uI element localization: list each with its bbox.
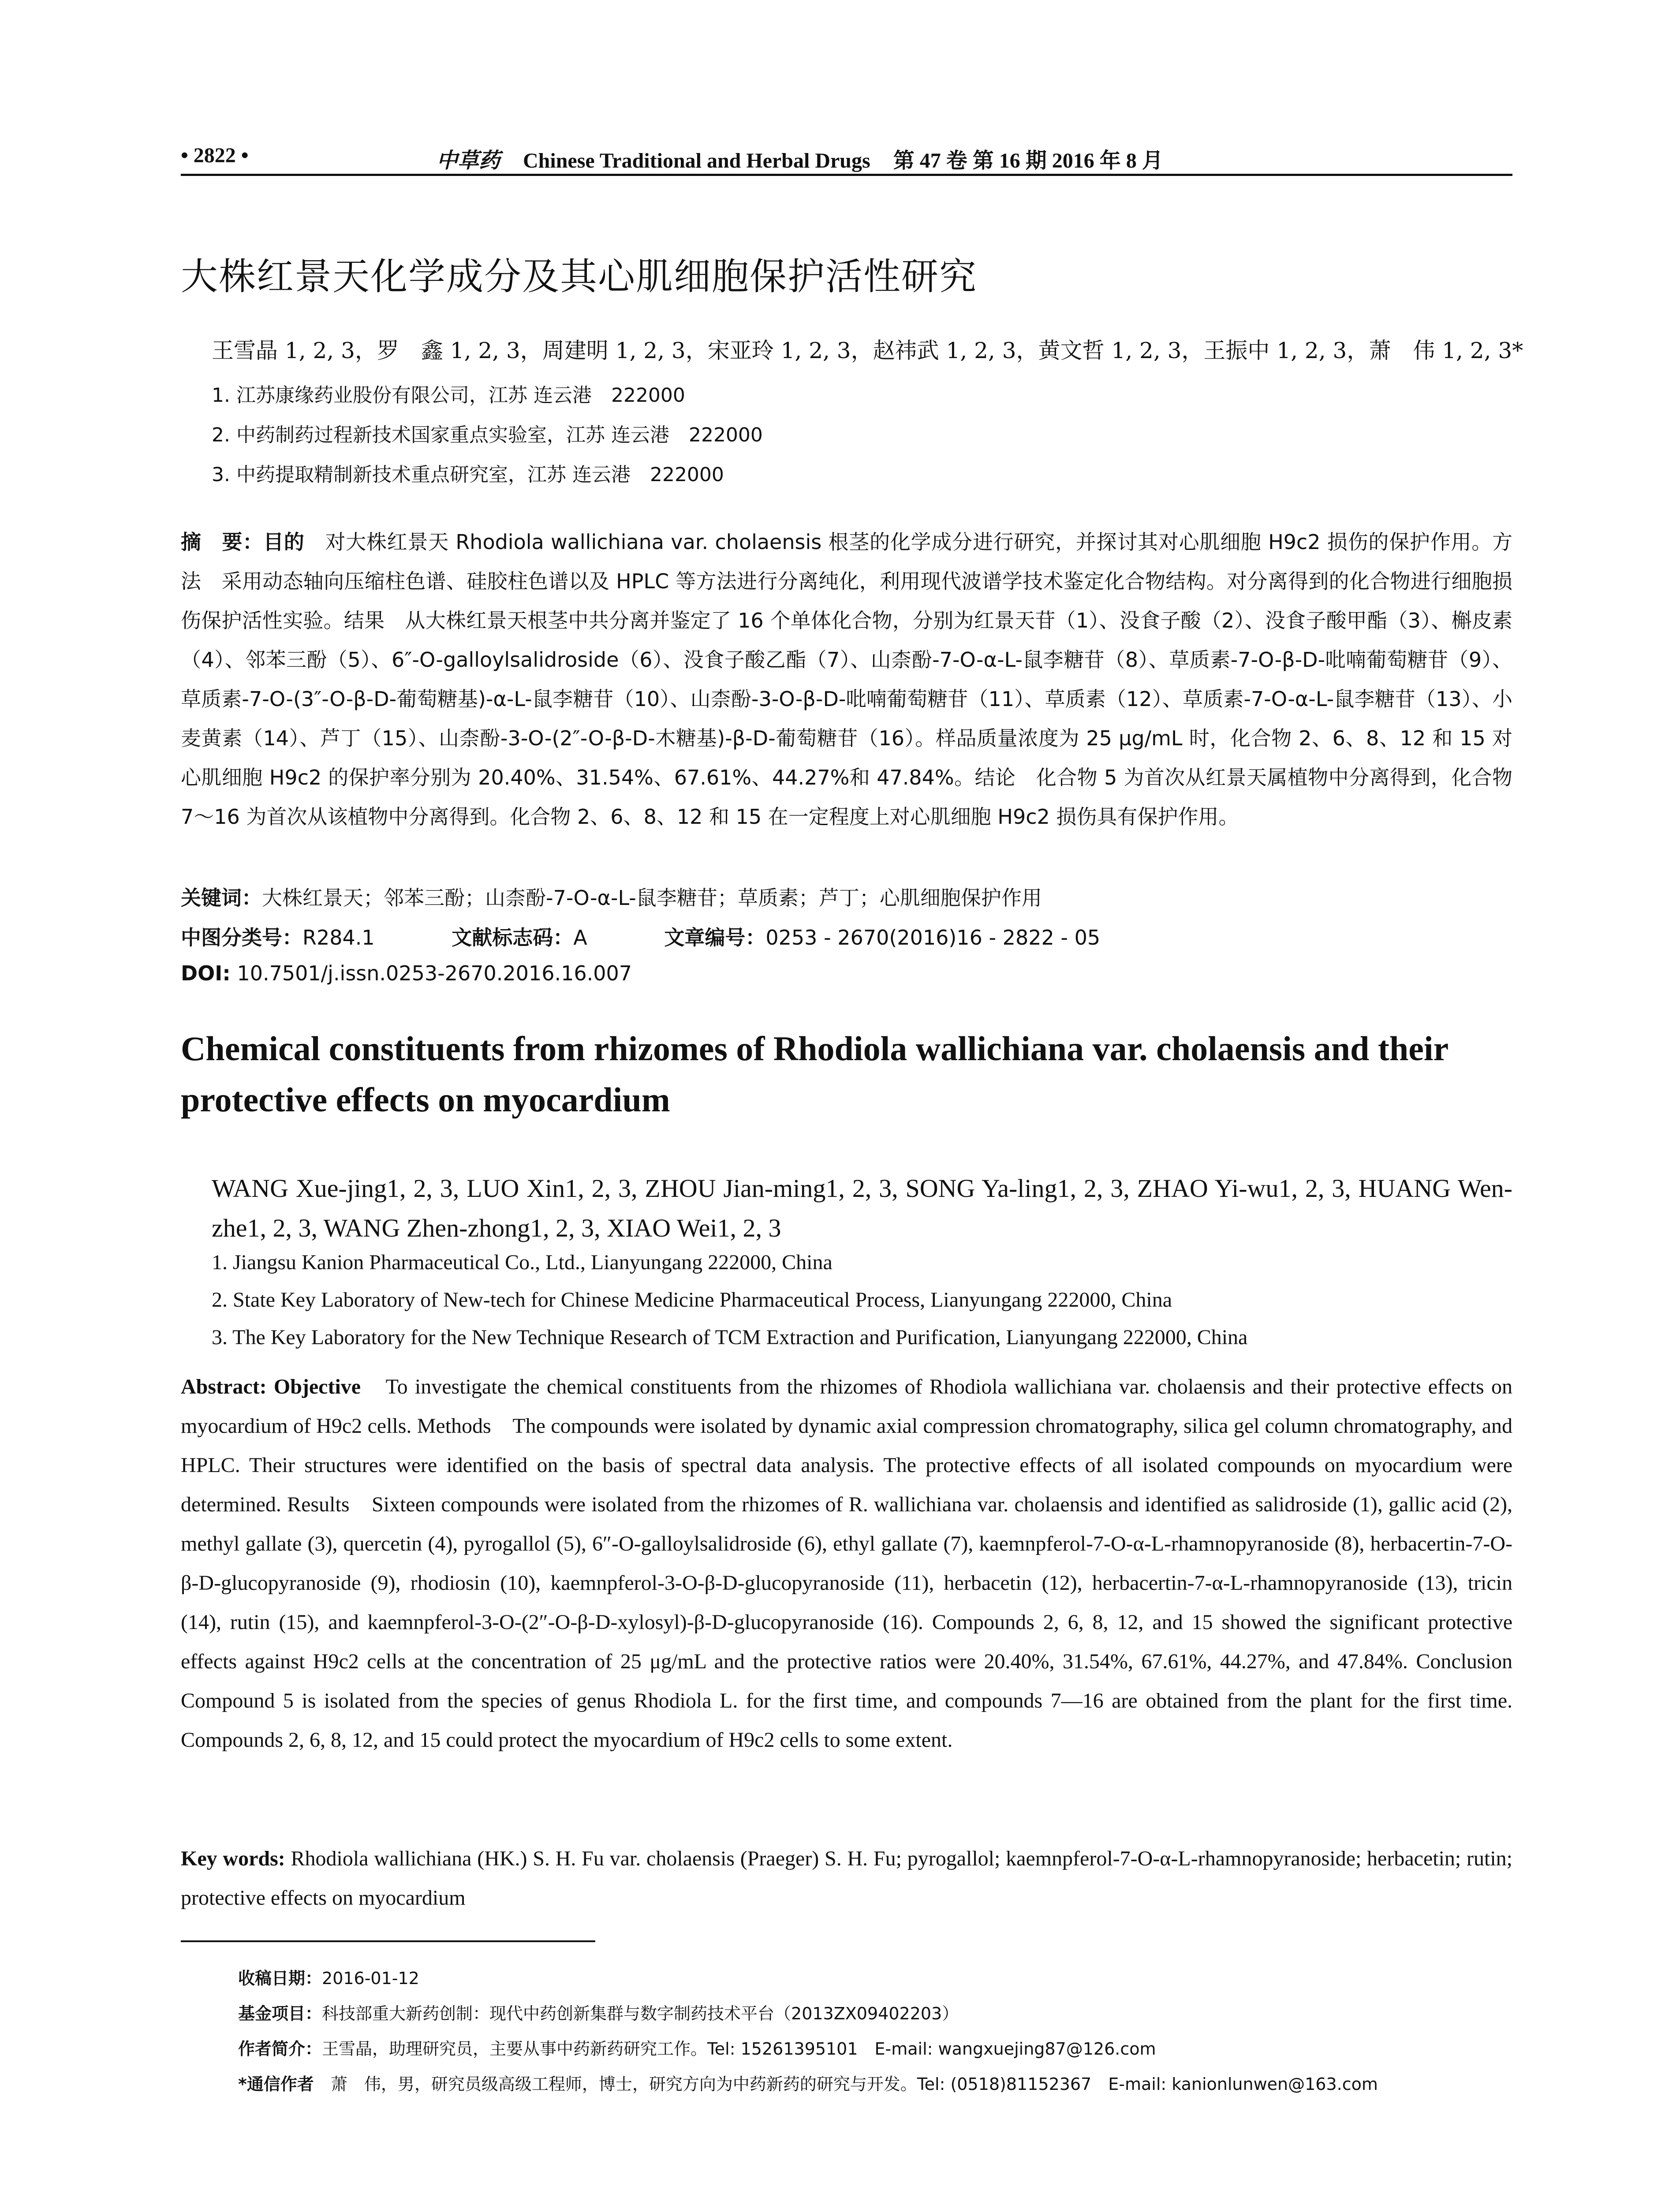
footnote-received (238, 1965, 419, 1989)
footnote-rule (181, 1940, 595, 1942)
corr-label: *通信作者 (238, 2074, 314, 2094)
received-date: 2016-01-12 (322, 1969, 419, 1988)
en-authors: WANG Xue-jing1, 2, 3, LUO Xin1, 2, 3, ZHOU Jian-ming1, 2, 3, SONG Ya-ling1, 2, 3, ZHAO Yi-wu1, 2, 3, HUANG Wen-zhe1, 2, 3, WANG Zhen-zhong1, 2, 3, XIAO Wei1, 2, 3 (212, 1174, 1512, 1242)
fund-label: 基金项目： (238, 2004, 322, 2023)
en-keywords-label: Key words: (181, 1847, 285, 1870)
cn-abstract (181, 523, 1512, 837)
doc-code-label: 文献标志码： (452, 926, 574, 949)
author-label: 作者简介： (238, 2039, 322, 2059)
article-no-label: 文章编号： (664, 926, 766, 949)
en-abstract-text: To investigate the chemical constituents from the rhizomes of Rhodiola wallichiana var. cholaensis and their protective effects on myocardium of H9c2 cells. Methods The compounds were isolated by dynamic axial compression chromatography, silica gel column chromatography, and HPLC. Their structures were identified on the basis of spectral data analysis. The protective effects of all isolated compounds on myocardium were determined. Results Sixteen compounds were isolated from the rhizomes of R. wallichiana var. cholaensis and identified as salidroside (1), gallic acid (2), methyl gallate (3), quercetin (4), pyrogallol (5), 6″-O-galloylsalidroside (6), ethyl gallate (7), kaemnpferol-7-O-α-L-rhamnopyranoside (8), herbacertin-7-O-β-D-glucopyranoside (9), rhodiosin (10), kaemnpferol-3-O-β-D-glucopyranoside (11), herbacetin (12), herbacertin-7-α-L-rhamnopyranoside (13), tricin (14), rutin (15), and kaemnpferol-3-O-(2″-O-β-D-xylosyl)-β-D-glucopyranoside (16). Compounds 2, 6, 8, 12, and 15 showed the significant protective effects against H9c2 cells at the concentration of 25 μg/mL and the protective ratios were 20.40%, 31.54%, 67.61%, 44.27%, and 47.84%. Conclusion Compound 5 is isolated from the species of genus Rhodiola L. for the first time, and compounds 7—16 are obtained from the plant for the first time. Compounds 2, 6, 8, 12, and 15 could protect the myocardium of H9c2 cells to some extent. (181, 1375, 1534, 1752)
footnote-corresponding (238, 2070, 1378, 2095)
en-keywords (181, 1839, 1512, 1917)
cn-classification (181, 922, 1512, 951)
journal-issue: 第 47 卷 第 16 期 2016 年 8 月 (893, 149, 1163, 172)
cn-abstract-label: 摘 要：目的 (181, 530, 305, 554)
journal-cn-name: 中草药 (437, 148, 500, 173)
en-affiliation-3: 3. The Key Laboratory for the New Technique Research of TCM Extraction and Purification, Lianyungang 222000, China (212, 1326, 1248, 1349)
header-rule (181, 174, 1512, 176)
running-header (181, 139, 1512, 174)
cn-authors: 王雪晶 1, 2, 3，罗 鑫 1, 2, 3，周建明 1, 2, 3，宋亚玲 1, 2, 3，赵祎武 1, 2, 3，黄文哲 1, 2, 3，王振中 1, 2, 3，萧 伟 1, 2, 3* (212, 338, 1523, 363)
en-affiliation-1: 1. Jiangsu Kanion Pharmaceutical Co., Ltd., Lianyungang 222000, China (212, 1251, 833, 1274)
footnote-fund (238, 2000, 959, 2024)
en-affiliation-2: 2. State Key Laboratory of New-tech for Chinese Medicine Pharmaceutical Process, Lianyungang 222000, China (212, 1288, 1172, 1312)
journal-en-name: Chinese Traditional and Herbal Drugs (523, 149, 870, 172)
en-keywords-text: Rhodiola wallichiana (HK.) S. H. Fu var. cholaensis (Praeger) S. H. Fu; pyrogallol; kaemnpferol-7-O-α-L-rhamnopyranoside; herbacetin; rutin; protective effects on myocardium (181, 1847, 1513, 1910)
cn-affiliation-1: 1. 江苏康缘药业股份有限公司，江苏 连云港 222000 (212, 384, 685, 407)
clc-value: R284.1 (302, 926, 375, 949)
footnote-author (238, 2035, 1156, 2059)
en-abstract (181, 1367, 1534, 1760)
clc-label: 中图分类号： (181, 926, 302, 949)
doc-code-value: A (573, 926, 587, 949)
journal-info (437, 143, 1163, 174)
cn-abstract-text: 对大株红景天 Rhodiola wallichiana var. cholaensis 根茎的化学成分进行研究，并探讨其对心肌细胞 H9c2 损伤的保护作用。方法 采用动态轴向压缩柱色谱、硅胶柱色谱以及 HPLC 等方法进行分离纯化，利用现代波谱学技术鉴定化合物结构。对分离得到的化合物进行细胞损伤保护活性实验。结果 从大株红景天根茎中共分离并鉴定了 16 个单体化合物，分别为红景天苷（1）、没食子酸（2）、没食子酸甲酯（3）、槲皮素（4）、邻苯三酚（5）、6″-O-galloylsalidroside（6）、没食子酸乙酯（7）、山柰酚-7-O-α-L-鼠李糖苷（8）、草质素-7-O-β-D-吡喃葡萄糖苷（9）、草质素-7-O-(3″-O-β-D-葡萄糖基)-α-L-鼠李糖苷（10）、山柰酚-3-O-β-D-吡喃葡萄糖苷（11）、草质素（12）、草质素-7-O-α-L-鼠李糖苷（13）、小麦黄素（14）、芦丁（15）、山柰酚-3-O-(2″-O-β-D-木糖基)-β-D-葡萄糖苷（16）。样品质量浓度为 25 μg/mL 时，化合物 2、6、8、12 和 15 对心肌细胞 H9c2 的保护率分别为 20.40%、31.54%、67.61%、44.27%和 47.84%。结论 化合物 5 为首次从红景天属植物中分离得到，化合物 7～16 为首次从该植物中分离得到。化合物 2、6、8、12 和 15 在一定程度上对心肌细胞 H9c2 损伤具有保护作用。 (181, 530, 1512, 829)
cn-affiliation-2: 2. 中药制药过程新技术国家重点实验室，江苏 连云港 222000 (212, 424, 763, 446)
cn-keywords-label: 关键词： (181, 886, 262, 910)
article-no-value: 0253 - 2670(2016)16 - 2822 - 05 (765, 926, 1101, 949)
doi-value: 10.7501/j.issn.0253-2670.2016.16.007 (237, 961, 632, 985)
cn-title: 大株红景天化学成分及其心肌细胞保护活性研究 (181, 255, 978, 298)
received-label: 收稿日期： (238, 1969, 322, 1988)
fund-text: 科技部重大新药创制：现代中药创新集群与数字制药技术平台（2013ZX09402203） (322, 2004, 959, 2023)
doi-label: DOI: (181, 961, 231, 985)
cn-affiliation-3: 3. 中药提取精制新技术重点研究室，江苏 连云港 222000 (212, 463, 724, 486)
en-title: Chemical constituents from rhizomes of Rhodiola wallichiana var. cholaensis and their protective effects on myocardium (181, 1029, 1448, 1119)
page-number: • 2822 • (181, 144, 249, 167)
en-abstract-label: Abstract: Objective (181, 1375, 361, 1398)
cn-keywords-text: 大株红景天；邻苯三酚；山柰酚-7-O-α-L-鼠李糖苷；草质素；芦丁；心肌细胞保护作用 (262, 886, 1042, 910)
author-text: 王雪晶，助理研究员，主要从事中药新药研究工作。Tel: 15261395101 E-mail: wangxuejing87@126.com (322, 2039, 1156, 2059)
doi (181, 961, 1512, 985)
corr-text: 萧 伟，男，研究员级高级工程师，博士，研究方向为中药新药的研究与开发。Tel: (0518)81152367 E-mail: kanionlunwen@163.com (330, 2074, 1378, 2094)
cn-keywords (181, 882, 1512, 911)
